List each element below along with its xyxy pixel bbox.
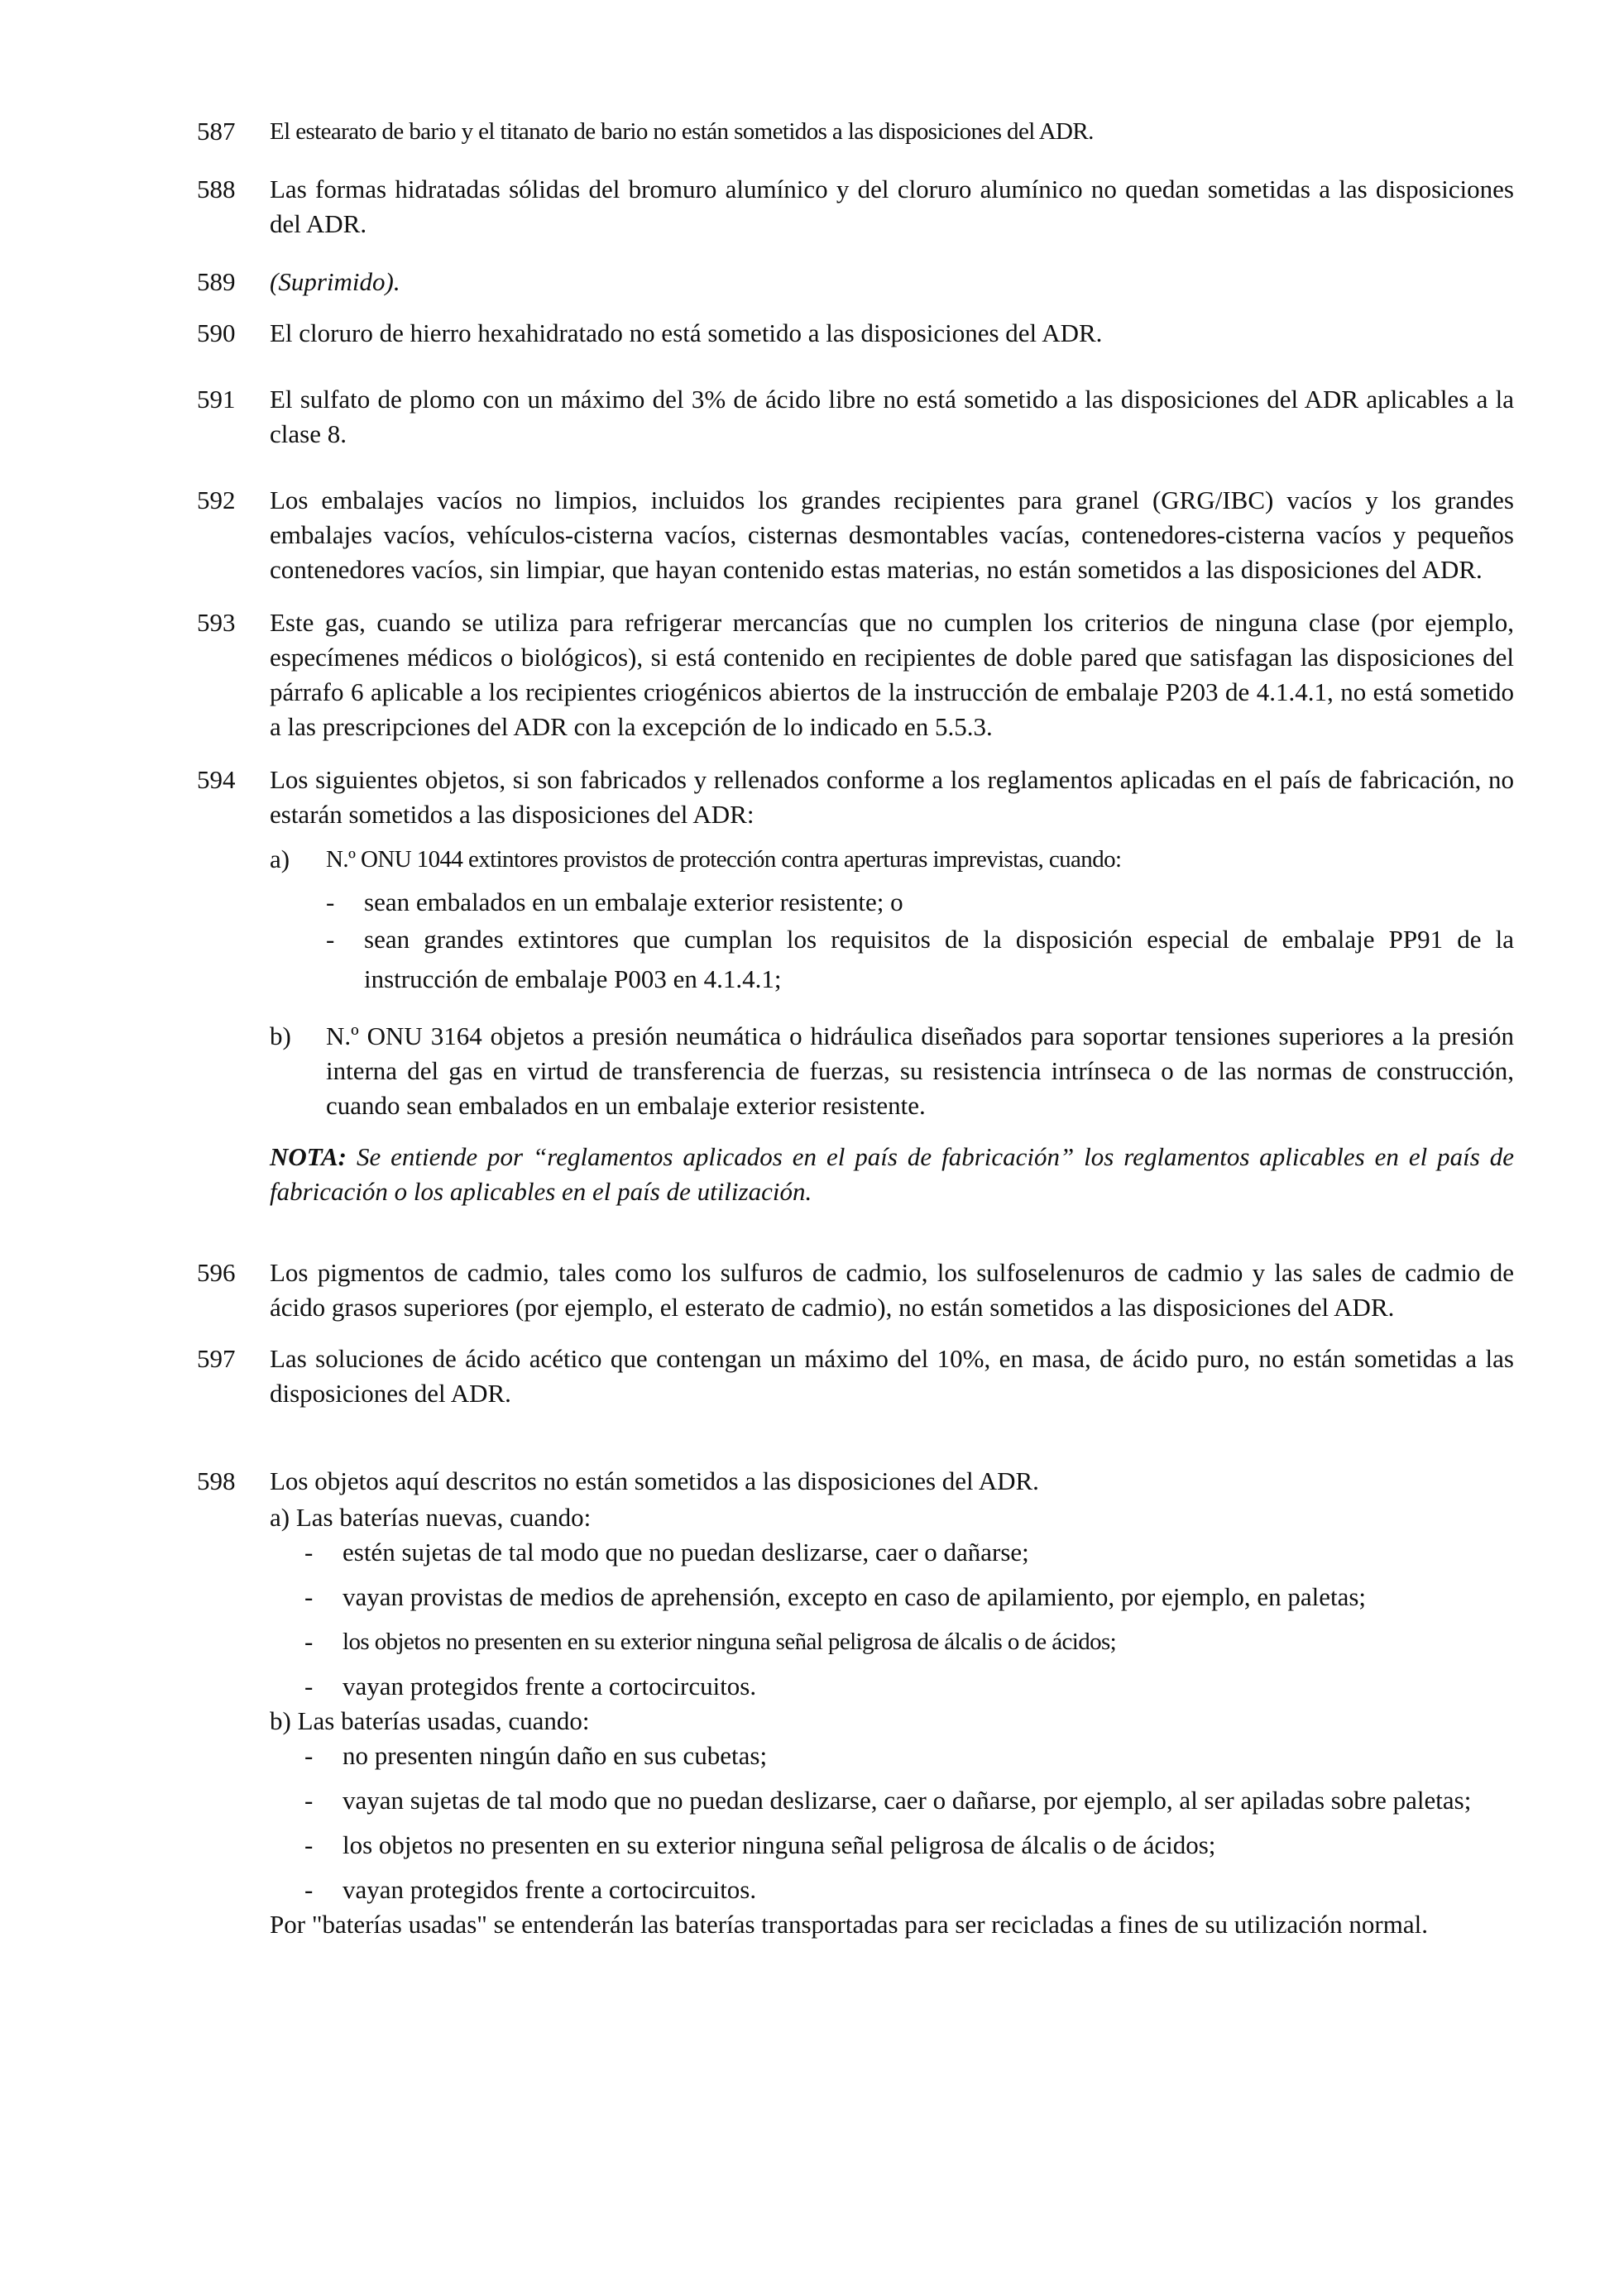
dash-marker: - [304, 1627, 314, 1656]
dash-text: vayan protegidos frente a cortocircuitos. [343, 1875, 757, 1904]
dash-item [304, 1669, 1514, 1704]
dash-marker: - [304, 1830, 314, 1859]
dash-item [304, 1873, 1514, 1907]
subitem-text: N.º ONU 1044 extintores provistos de protección contra aperturas imprevistas, cuando: [326, 846, 1122, 873]
dash-marker: - [326, 925, 335, 954]
closing-text: Por "baterías usadas" se entenderán las baterías transportadas para ser recicladas a fines de su utilización normal. [270, 1910, 1428, 1939]
entry-597 [197, 1342, 1514, 1411]
dash-item [304, 1828, 1514, 1863]
entry-587 [197, 114, 1514, 149]
dash-text: no presenten ningún daño en sus cubetas; [343, 1741, 768, 1770]
dash-item [304, 1580, 1514, 1614]
subitem-b [270, 1704, 1514, 1907]
entry-number: 589 [197, 267, 236, 296]
note [270, 1140, 1514, 1209]
dash-item [326, 920, 1514, 999]
subitem-text: N.º ONU 3164 objetos a presión neumática o hidráulica diseñados para soportar tensiones superiores a la presión interna del gas en virtud de transferencia de fuerzas, su resistencia intrínseca o de las normas de construcción, cuando sean embalados en un embalaje exterior resistente. [326, 1021, 1514, 1120]
dash-text: vayan protegidos frente a cortocircuitos. [343, 1672, 757, 1700]
subitem-a [270, 842, 1514, 999]
document-page [197, 114, 1514, 1942]
dash-marker: - [304, 1875, 314, 1904]
entry-number: 591 [197, 385, 236, 414]
entry-591 [197, 382, 1514, 452]
entry-text: Los pigmentos de cadmio, tales como los sulfuros de cadmio, los sulfoselenuros de cadmio y las sales de cadmio de ácido grasos superiores (por ejemplo, el esterato de cadmio), no están sometidos a las disposiciones del ADR. [270, 1258, 1514, 1322]
entry-number: 598 [197, 1466, 236, 1495]
note-text: Se entiende por “reglamentos aplicados en el país de fabricación” los reglamentos aplicables en el país de fabricación o los aplicables en el país de utilización. [270, 1142, 1515, 1206]
entry-text: Los embalajes vacíos no limpios, incluidos los grandes recipientes para granel (GRG/IBC) vacíos y los grandes embalajes vacíos, vehículos-cisterna vacíos, cisternas desmontables vacías, contenedores-cisterna vacíos y pequeños contenedores vacíos, sin limpiar, que hayan contenido estas materias, no están sometidos a las disposiciones del ADR. [270, 486, 1514, 584]
entry-592 [197, 483, 1514, 587]
dash-text: los objetos no presenten en su exterior ninguna señal peligrosa de álcalis o de ácidos; [343, 1830, 1216, 1859]
dash-text: sean embalados en un embalaje exterior resistente; o [364, 887, 903, 916]
entry-text: Las soluciones de ácido acético que contengan un máximo del 10%, en masa, de ácido puro, no están sometidas a las disposiciones del ADR. [270, 1344, 1514, 1408]
entry-number: 594 [197, 765, 236, 794]
entry-589 [197, 265, 1514, 299]
dash-item [304, 1535, 1514, 1570]
entry-text: El estearato de bario y el titanato de bario no están sometidos a las disposiciones del ADR. [270, 118, 1094, 145]
entry-text: El cloruro de hierro hexahidratado no está sometido a las disposiciones del ADR. [270, 318, 1103, 347]
dash-text: sean grandes extintores que cumplan los requisitos de la disposición especial de embalaje PP91 de la instrucción de embalaje P003 en 4.1.4.1; [364, 925, 1514, 993]
entry-number: 590 [197, 318, 236, 347]
dash-item [304, 1739, 1514, 1773]
entry-number: 587 [197, 117, 236, 146]
entry-588 [197, 172, 1514, 242]
entry-text: Los objetos aquí descritos no están sometidos a las disposiciones del ADR. [270, 1466, 1039, 1495]
subitem-a [270, 1500, 1514, 1704]
entry-number: 592 [197, 486, 236, 514]
dash-marker: - [304, 1741, 314, 1770]
entry-590 [197, 316, 1514, 351]
subitem-label: a) [270, 844, 290, 873]
dash-text: vayan provistas de medios de aprehensión, excepto en caso de apilamiento, por ejemplo, en paletas; [343, 1582, 1367, 1611]
dash-text: los objetos no presenten en su exterior ninguna señal peligrosa de álcalis o de ácidos; [343, 1629, 1117, 1655]
entry-text: Los siguientes objetos, si son fabricados y rellenados conforme a los reglamentos aplicadas en el país de fabricación, no estarán sometidos a las disposiciones del ADR: [270, 765, 1514, 829]
entry-594 [197, 763, 1514, 1209]
note-label: NOTA: [270, 1142, 347, 1171]
dash-marker: - [304, 1672, 314, 1700]
entry-text: Este gas, cuando se utiliza para refrigerar mercancías que no cumplen los criterios de ninguna clase (por ejemplo, especímenes médicos o biológicos), si está contenido en recipientes de doble pared que satisfagan las disposiciones del párrafo 6 aplicable a los recipientes criogénicos abiertos de la instrucción de embalaje P203 de 4.1.4.1, no está sometido a las prescripciones del ADR con la excepción de lo indicado en 5.5.3. [270, 608, 1514, 741]
dash-marker: - [304, 1538, 314, 1567]
dash-item [304, 1624, 1514, 1659]
subitem-text: a) Las baterías nuevas, cuando: [270, 1503, 592, 1532]
dash-item [326, 885, 1514, 920]
entry-number: 593 [197, 608, 236, 637]
entry-593 [197, 605, 1514, 744]
subitem-label: b) [270, 1021, 291, 1050]
dash-marker: - [304, 1582, 314, 1611]
entry-text: Las formas hidratadas sólidas del bromuro alumínico y del cloruro alumínico no quedan sometidas a las disposiciones del ADR. [270, 175, 1514, 238]
dash-marker: - [326, 887, 335, 916]
entry-number: 597 [197, 1344, 236, 1373]
subitem-b [270, 1019, 1514, 1123]
dash-text: vayan sujetas de tal modo que no puedan deslizarse, caer o dañarse, por ejemplo, al ser apiladas sobre paletas; [343, 1786, 1472, 1815]
entry-598 [197, 1464, 1514, 1942]
dash-item [304, 1783, 1514, 1818]
entry-number: 588 [197, 175, 236, 203]
entry-596 [197, 1256, 1514, 1325]
entry-number: 596 [197, 1258, 236, 1287]
dash-text: estén sujetas de tal modo que no puedan deslizarse, caer o dañarse; [343, 1538, 1029, 1567]
entry-text: (Suprimido). [270, 267, 400, 296]
entry-text: El sulfato de plomo con un máximo del 3% de ácido libre no está sometido a las disposiciones del ADR aplicables a la clase 8. [270, 385, 1514, 448]
dash-marker: - [304, 1786, 314, 1815]
subitem-text: b) Las baterías usadas, cuando: [270, 1706, 590, 1735]
